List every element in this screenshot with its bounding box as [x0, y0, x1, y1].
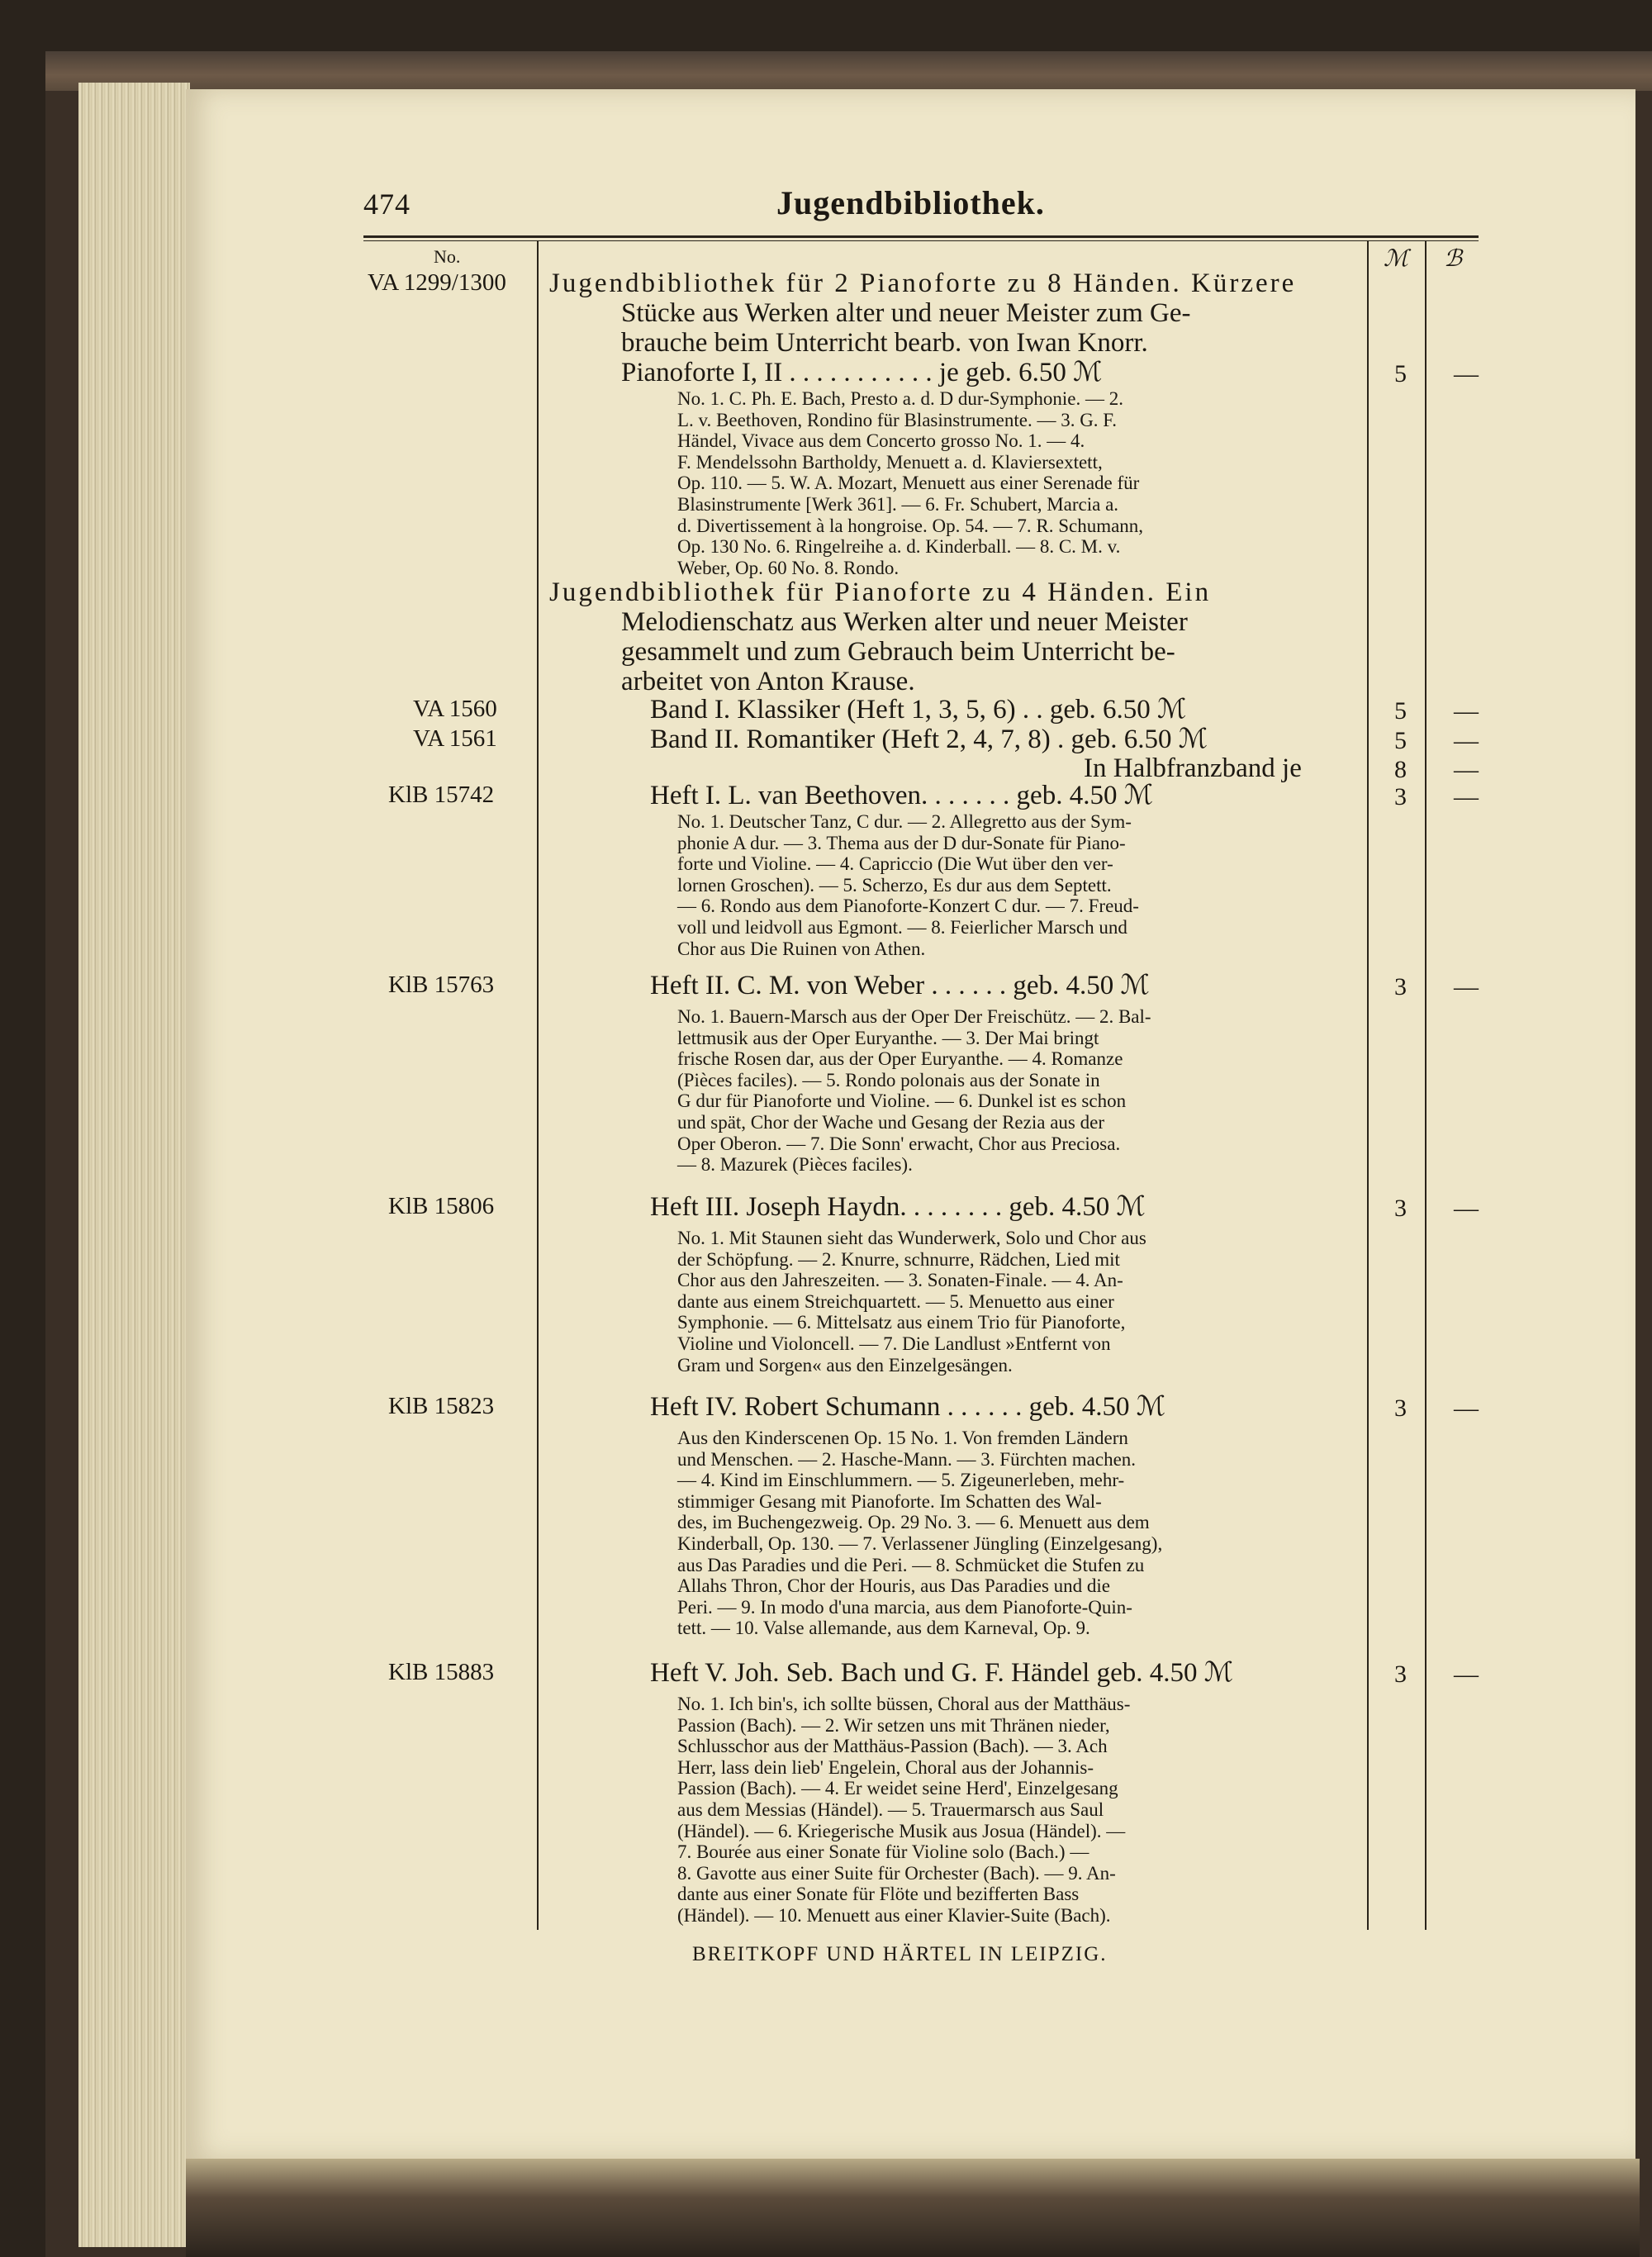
entry-title-line: Band II. Romantiker (Heft 2, 4, 7, 8) . geb. 6.50 ℳ: [650, 725, 1208, 754]
price-pf: —: [1454, 783, 1479, 810]
entry-title-line: Jugendbibliothek für 2 Pianoforte zu 8 Händen. Kürzere: [549, 268, 1297, 298]
catalog-number: VA 1299/1300: [368, 269, 506, 296]
price-mark: 3: [1394, 783, 1407, 810]
catalog-number: VA 1561: [413, 725, 497, 752]
heft-title: Heft III. Joseph Haydn. . . . . . . . geb. 4.50 ℳ: [650, 1192, 1146, 1222]
entry-title-line: Jugendbibliothek für Pianoforte zu 4 Händen. Ein: [549, 577, 1212, 607]
entry-title-line: Pianoforte I, II . . . . . . . . . . . je geb. 6.50 ℳ: [621, 358, 1103, 387]
price-pf: —: [1454, 727, 1479, 754]
catalog-number: KlB 15806: [388, 1193, 495, 1219]
catalog-number: KlB 15742: [388, 782, 495, 808]
price-pf: —: [1454, 1395, 1479, 1422]
entry-title-line: gesammelt und zum Gebrauch beim Unterricht be-: [621, 637, 1175, 667]
entry-title-line: Band I. Klassiker (Heft 1, 3, 5, 6) . . geb. 6.50 ℳ: [650, 695, 1187, 725]
column-rule-no: [537, 240, 539, 1930]
heft-title: Heft V. Joh. Seb. Bach und G. F. Händel geb. 4.50 ℳ: [650, 1658, 1234, 1688]
price-mark: 3: [1394, 1395, 1407, 1422]
page-title: Jugendbibliothek.: [776, 184, 1045, 221]
catalog-number: VA 1560: [413, 696, 497, 722]
price-pf: —: [1454, 1195, 1479, 1222]
price-pf: —: [1454, 697, 1479, 725]
price-pf: —: [1454, 756, 1479, 783]
entry-title-line: In Halbfranzband je: [1084, 753, 1302, 783]
header-rule-bottom: [363, 240, 1479, 241]
entry-title-line: arbeitet von Anton Krause.: [621, 667, 915, 696]
column-head-no: No.: [434, 246, 461, 267]
entry-title-line: brauche beim Unterricht bearb. von Iwan Knorr.: [621, 328, 1148, 358]
price-pf: —: [1454, 1661, 1479, 1688]
page-edges: [78, 83, 190, 2247]
price-pf: —: [1454, 973, 1479, 1000]
price-mark: 8: [1394, 756, 1407, 783]
price-mark: 3: [1394, 1195, 1407, 1222]
catalog-number: KlB 15883: [388, 1659, 495, 1685]
header-rule-top: [363, 235, 1479, 238]
heft-title: Heft II. C. M. von Weber . . . . . . geb. 4.50 ℳ: [650, 971, 1150, 1000]
column-head-mark: ℳ: [1384, 246, 1408, 272]
book-cover-top: [45, 51, 1652, 91]
price-mark: 3: [1394, 973, 1407, 1000]
contents-detail: No. 1. Bauern-Marsch aus der Oper Der Freischütz. — 2. Bal- lettmusik aus der Oper Euryanthe. — 3. Der Mai bringt frische Rosen dar, aus der Oper Euryanthe. — 4. Romanze (Pièces faciles). — 5. Rondo polonais aus der Sonate in G dur für Pianoforte und Violine. — 6. Dunkel ist es schon und spät, Chor der Wache und Gesang der Rezia aus der Oper Oberon. — 7. Die Sonn' erwacht, Chor aus Preciosa. — 8. Mazurek (Pièces faciles).: [677, 1006, 1151, 1176]
contents-detail: Aus den Kinderscenen Op. 15 No. 1. Von fremden Ländern und Menschen. — 2. Hasche-Mann. — 3. Fürchten machen. — 4. Kind im Einschlummern. — 5. Zigeunerleben, mehr- stimmiger Gesang mit Pianoforte. Im Schatten des Wal- des, im Buchengezweig. Op. 29 No. 3. — 6. Menuett aus dem Kinderball, Op. 130. — 7. Verlassener Jüngling (Einzelgesang), aus Das Paradies und die Peri. — 8. Schmücket die Stufen zu Allahs Thron, Chor der Houris, aus Das Paradies und die Peri. — 9. In modo d'una marcia, aus dem Pianoforte-Quin- tett. — 10. Valse allemande, aus dem Karneval, Op. 9.: [677, 1428, 1163, 1639]
heft-title: Heft IV. Robert Schumann . . . . . . geb. 4.50 ℳ: [650, 1392, 1166, 1422]
price-mark: 3: [1394, 1661, 1407, 1688]
contents-detail: No. 1. Ich bin's, ich sollte büssen, Choral aus der Matthäus- Passion (Bach). — 2. Wir setzen uns mit Thränen nieder, Schlusschor aus der Matthäus-Passion (Bach). — 3. Ach Herr, lass dein lieb' Engelein, Choral aus der Johannis- Passion (Bach). — 4. Er weidet seine Herd', Einzelgesang aus dem Messias (Händel). — 5. Trauermarsch aus Saul (Händel). — 6. Kriegerische Musik aus Josua (Händel). — 7. Bourée aus einer Sonate für Violine solo (Bach.) — 8. Gavotte aus einer Suite für Orchester (Bach). — 9. An- dante aus einer Sonate für Flöte und bezifferten Bass (Händel). — 10. Menuett aus einer Klavier-Suite (Bach).: [677, 1694, 1131, 1926]
publisher-footer: BREITKOPF UND HÄRTEL IN LEIPZIG.: [692, 1943, 1108, 1965]
page-number: 474: [363, 188, 411, 221]
entry-title-line: Stücke aus Werken alter und neuer Meister zum Ge-: [621, 298, 1191, 328]
contents-detail: No. 1. Mit Staunen sieht das Wunderwerk, Solo und Chor aus der Schöpfung. — 2. Knurre, schnurre, Rädchen, Lied mit Chor aus den Jahreszeiten. — 3. Sonaten-Finale. — 4. An- dante aus einem Streichquartett. — 5. Menuetto aus einer Symphonie. — 6. Mittelsatz aus einem Trio für Pianoforte, Violine und Violoncell. — 7. Die Landlust »Entfernt von Gram und Sorgen« aus den Einzelgesängen.: [677, 1228, 1146, 1376]
contents-detail: No. 1. C. Ph. E. Bach, Presto a. d. D dur-Symphonie. — 2. L. v. Beethoven, Rondino für Blasinstrumente. — 3. G. F. Händel, Vivace aus dem Concerto grosso No. 1. — 4. F. Mendelssohn Bartholdy, Menuett a. d. Klaviersextett, Op. 110. — 5. W. A. Mozart, Menuett aus einer Serenade für Blasinstrumente [Werk 361]. — 6. Fr. Schubert, Marcia a. d. Divertissement à la hongroise. Op. 54. — 7. R. Schumann, Op. 130 No. 6. Ringelreihe a. d. Kinderball. — 8. C. M. v. Weber, Op. 60 No. 8. Rondo.: [677, 388, 1144, 578]
column-rule-pf: [1425, 240, 1427, 1930]
price-mark: 5: [1394, 727, 1407, 754]
price-mark: 5: [1394, 360, 1407, 387]
page-lower-shadow: [186, 2159, 1640, 2257]
entry-title-line: Melodienschatz aus Werken alter und neuer Meister: [621, 607, 1188, 637]
catalog-number: KlB 15823: [388, 1393, 495, 1419]
contents-detail: No. 1. Deutscher Tanz, C dur. — 2. Allegretto aus der Sym- phonie A dur. — 3. Thema aus der D dur-Sonate für Piano- forte und Violine. — 4. Capriccio (Die Wut über den ver- lornen Groschen). — 5. Scherzo, Es dur aus dem Septett. — 6. Rondo aus dem Pianoforte-Konzert C dur. — 7. Freud- voll und leidvoll aus Egmont. — 8. Feierlicher Marsch und Chor aus Die Ruinen von Athen.: [677, 811, 1139, 959]
column-head-pf: ℬ: [1444, 246, 1463, 272]
price-pf: —: [1454, 360, 1479, 387]
column-rule-mark: [1367, 240, 1369, 1930]
price-mark: 5: [1394, 697, 1407, 725]
catalog-number: KlB 15763: [388, 972, 495, 998]
heft-title: Heft I. L. van Beethoven. . . . . . . geb. 4.50 ℳ: [650, 781, 1153, 810]
